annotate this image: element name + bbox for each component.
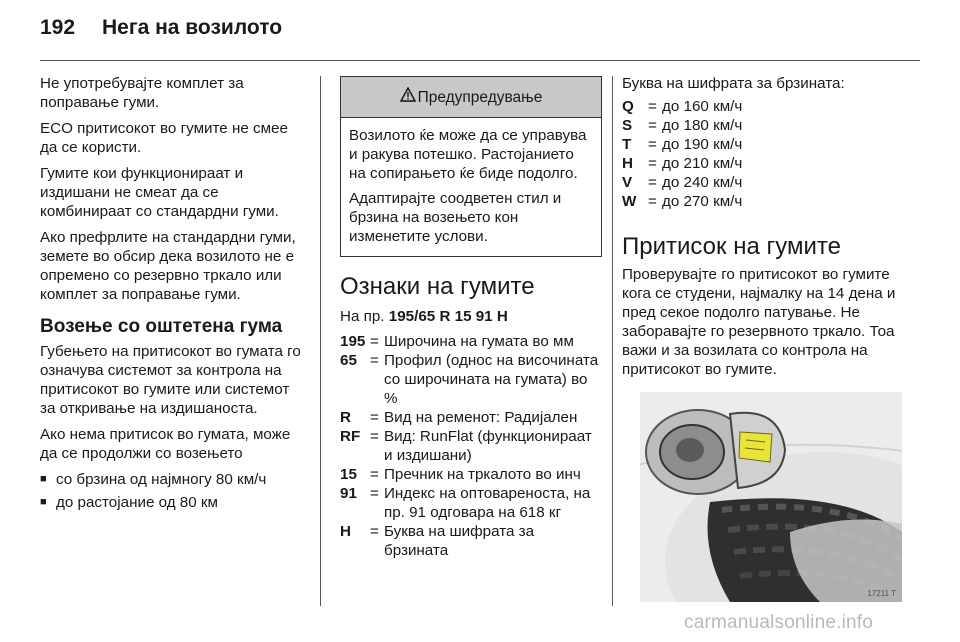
spec-key: 15 [340,466,357,483]
spec-key: 65 [340,352,357,369]
spec-row [340,465,602,484]
spec-value: Вид на ременот: Радијален [384,409,578,426]
paragraph: Губењето на притисокот во гумата го означува системот за контрола на притисокот во гумите или системот за откривање на издишаноста. [40,343,301,417]
spec-row [340,408,602,427]
paragraph: Ако нема притисок во гумата, може да се продолжи со возењето [40,426,291,462]
speed-value: до 160 км/ч [662,98,743,115]
spec-row [340,332,602,351]
paragraph: ECO притисокот во гумите не смее да се користи. [40,120,288,156]
equals-sign: = [648,136,657,153]
spec-key: H [340,523,351,540]
paragraph: Не употребувајте комплет за поправање гуми. [40,75,244,111]
equals-sign: = [370,523,379,540]
speed-code-intro: Буква на шифрата за брзината: [622,75,845,92]
speed-key: W [622,193,637,210]
speed-row [622,135,904,154]
warning-text: Возилото ќе може да се управува и ракува потешко. Растојанието на сопирањето ќе биде подолго. [349,127,587,182]
equals-sign: = [370,466,379,483]
speed-row [622,97,904,116]
illustration-code: 17211 T [867,589,896,598]
spec-key: 91 [340,485,357,502]
spec-value: Вид: RunFlat (функционираат и издишани) [384,428,592,464]
paragraph: Гумите кои функционираат и издишани не смеат да се комбинираат со стандардни гуми. [40,165,279,220]
speed-row [622,116,904,135]
speed-value: до 270 км/ч [662,193,743,210]
paragraph: Проверувајте го притисокот во гумите кога се студени, најмалку на 14 дена и пред секое подолго патување. Не заборавајте го резервното тркало. Тоа важи и за возилата со контрола на притисокот во гумите. [622,266,896,378]
spec-value: Профил (однос на височината со широчината на гумата) во % [384,352,599,407]
speed-value: до 190 км/ч [662,136,743,153]
speed-row [622,192,904,211]
equals-sign: = [370,409,379,426]
spec-key: RF [340,428,361,445]
spec-value: Индекс на оптовареноста, на пр. 91 одговара на 618 кг [384,485,591,521]
spec-value: Широчина на гумата во мм [384,333,574,350]
equals-sign: = [648,174,657,191]
equals-sign: = [370,428,379,445]
speed-value: до 240 км/ч [662,174,743,191]
column-divider-2 [612,76,613,606]
speed-key: S [622,117,633,134]
watermark-text: carmanualsonline.info [684,612,874,633]
illustration-drawing [640,392,902,602]
paragraph: Ако префрлите на стандардни гуми, земете во обсир дека возилото не е опремено со резервно тркало или комплет за поправање гуми. [40,229,296,303]
section-heading-tire-pressure: Притисок на гумите [622,233,841,260]
spec-row [340,522,602,560]
spec-value: Буква на шифрата за брзината [384,523,535,559]
header-divider [40,60,920,61]
example-code: 195/65 R 15 91 H [388,308,508,325]
page-header [40,16,920,52]
column-divider-1 [320,76,321,606]
spec-key: R [340,409,351,426]
warning-text: Адаптирајте соодветен стил и брзина на возењето кон изменетите услови. [349,190,562,245]
equals-sign: = [648,117,657,134]
fuel-flap-tire-pressure-label-illustration [640,392,902,602]
equals-sign: = [648,193,657,210]
tire-pressure-label [739,432,772,462]
equals-sign: = [370,485,379,502]
example-prefix: На пр. [340,308,385,325]
speed-key: H [622,155,633,172]
page-title: Нега на возилото [102,16,283,39]
list-item: ■ до растојание од 80 км [40,493,308,512]
equals-sign: = [370,333,379,350]
warning-box [340,76,602,257]
spec-value: Пречник на тркалото во инч [384,466,581,483]
warning-triangle-icon [400,87,416,107]
equals-sign: = [648,98,657,115]
warning-title: Предупредување [417,88,543,106]
equals-sign: = [648,155,657,172]
warning-header [341,77,601,118]
speed-key: Q [622,98,634,115]
section-heading-tire-markings: Ознаки на гумите [340,273,535,300]
example-line [340,307,602,326]
speed-value: до 180 км/ч [662,117,743,134]
warning-body [341,118,601,256]
speed-value: до 210 км/ч [662,155,743,172]
speed-row [622,173,904,192]
spec-row [340,427,602,465]
speed-key: T [622,136,632,153]
spec-row [340,351,602,408]
list-item: ■ со брзина од најмногу 80 км/ч [40,470,308,489]
column-middle [340,74,602,560]
spec-key: 195 [340,333,366,350]
column-right [622,74,904,386]
speed-row [622,154,904,173]
page-number: 192 [40,16,76,39]
speed-key: V [622,174,633,191]
column-left [40,74,308,516]
section-heading-flat-tire: Возење со оштетена гума [40,316,283,337]
equals-sign: = [370,352,379,369]
spec-row [340,484,602,522]
